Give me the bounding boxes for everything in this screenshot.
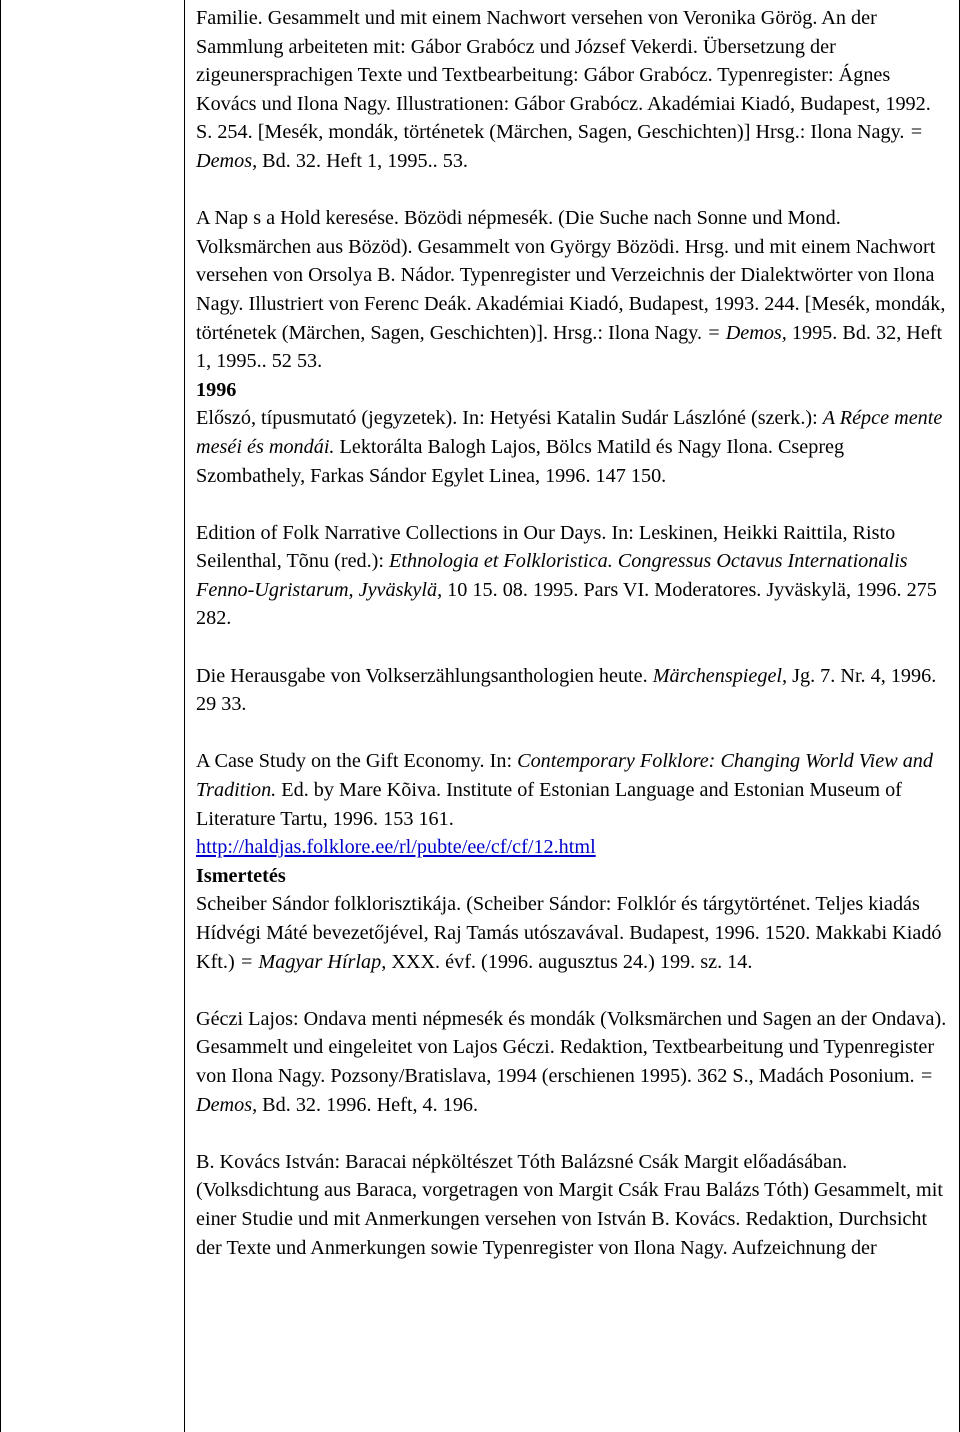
- left-column-cell: [1, 0, 185, 1432]
- right-column-cell: [185, 0, 958, 1432]
- spacer: [196, 1119, 948, 1148]
- spacer: [196, 719, 948, 748]
- bib-entry-scheiber: Scheiber Sándor folklorisztikája. (Scheiber Sándor: Folklór és tárgytörténet. Teljes kiadás Hídvégi Máté bevezetőjével, Raj Tamás utószavával. Budapest, 1996. 1520. Makkabi Kiadó Kft.) = Magyar Hírlap, XXX. évf. (1996. augusztus 24.) 199. sz. 14.: [196, 893, 942, 973]
- bib-entry-kovacs: B. Kovács István: Baracai népköltészet Tóth Balázsné Csák Margit előadásában. (Volksdichtung aus Baraca, vorgetragen von Margit Csák Frau Balázs Tóth) Gesammelt, mit einer Studie und mit Anmerkungen versehen von István B. Kovács. Redaktion, Durchsicht der Texte und Anmerkungen sowie Typenregister von Ilona Nagy. Aufzeichnung der: [196, 1150, 943, 1259]
- bib-entry-geczi: Géczi Lajos: Ondava menti népmesék és mondák (Volksmärchen und Sagen an der Ondava). Gesammelt und eingeleitet von Lajos Géczi. Redaktion, Textbearbeitung und Typenregister von Ilona Nagy. Pozsony/Bratislava, 1994 (erschienen 1995). 362 S., Madách Posonium. = Demos, Bd. 32. 1996. Heft, 4. 196.: [196, 1007, 947, 1116]
- spacer: [196, 976, 948, 1005]
- bib-entry-edition: Edition of Folk Narrative Collections in Our Days. In: Leskinen, Heikki Raittila, Risto Seilenthal, Tõnu (red.): Ethnologia et Folkloristica. Congressus Octavus Internationalis Fenno-Ugristarum, Jyväskylä, 10 15. 08. 1995. Pars VI. Moderatores. Jyväskylä, 1996. 275 282.: [196, 521, 937, 630]
- spacer: [196, 490, 948, 519]
- bib-entry-eloszo: Előszó, típusmutató (jegyzetek). In: Hetyési Katalin Sudár Lászlóné (szerk.): A Répce mente meséi és mondái. Lektorálta Balogh Lajos, Bölcs Matild és Nagy Ilona. Csepreg Szombathely, Farkas Sándor Egylet Linea, 1996. 147 150.: [196, 407, 943, 487]
- bib-entry-case-study: A Case Study on the Gift Economy. In: Contemporary Folklore: Changing World View and Tradition. Ed. by Mare Kõiva. Institute of Estonian Language and Estonian Museum of Literature Tartu, 1996. 153 161. http://haldjas.folklore.ee/rl/pubte/ee/cf/cf/12.html: [196, 750, 933, 859]
- spacer: [196, 633, 948, 662]
- haldjas-link[interactable]: http://haldjas.folklore.ee/rl/pubte/ee/cf/cf/12.html: [196, 836, 596, 859]
- section-heading-ismertetes: Ismertetés: [196, 864, 286, 887]
- spacer: [196, 176, 948, 205]
- year-heading-1996: 1996: [196, 378, 237, 401]
- bib-entry-herausgabe: Die Herausgabe von Volkserzählungsanthologien heute. Märchenspiegel, Jg. 7. Nr. 4, 1996. 29 33.: [196, 664, 937, 716]
- bibliography-content: [196, 4, 948, 1262]
- bib-entry-nap-hold: A Nap s a Hold keresése. Bözödi népmesék. (Die Suche nach Sonne und Mond. Volksmärchen aus Bözöd). Gesammelt von György Bözödi. Hrsg. und mit einem Nachwort versehen von Orsolya B. Nádor. Typenregister und Verzeichnis der Dialektwörter von Ilona Nagy. Illustriert von Ferenc Deák. Akadémiai Kiadó, Budapest, 1993. 244. [Mesék, mondák, történetek (Märchen, Sagen, Geschichten)]. Hrsg.: Ilona Nagy. = Demos, 1995. Bd. 32, Heft 1, 1995.. 52 53.: [196, 207, 946, 373]
- bib-entry-familie: Familie. Gesammelt und mit einem Nachwort versehen von Veronika Görög. An der Sammlung arbeiteten mit: Gábor Grabócz und József Vekerdi. Übersetzung der zigeunersprachigen Texte und Textbearbeitung: Gábor Grabócz. Typenregister: Ágnes Kovács und Ilona Nagy. Illustrationen: Gábor Grabócz. Akadémiai Kiadó, Budapest, 1992. S. 254. [Mesék, mondák, történetek (Märchen, Sagen, Geschichten)] Hrsg.: Ilona Nagy. = Demos, Bd. 32. Heft 1, 1995.. 53.: [196, 7, 931, 172]
